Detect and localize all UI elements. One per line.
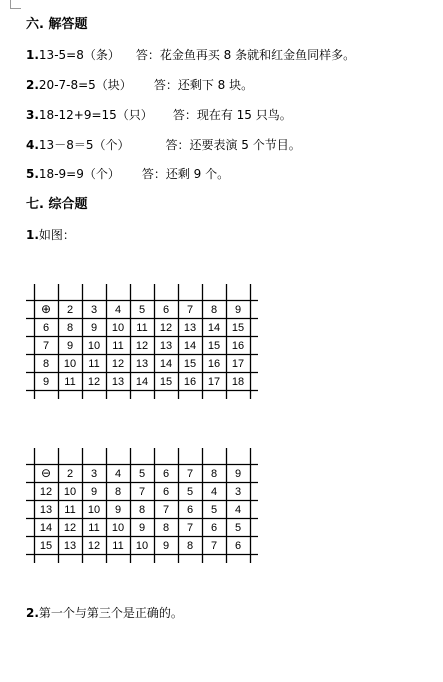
table-cell: 15 xyxy=(183,358,197,370)
item-answer: 答：还剩 9 个。 xyxy=(141,167,230,181)
table-cell: 12 xyxy=(135,340,149,352)
table-cell: 7 xyxy=(138,486,146,498)
table-cell: 11 xyxy=(64,376,76,388)
table-cell: 5 xyxy=(210,504,218,516)
header-cell: 3 xyxy=(90,468,98,480)
table-cell: 11 xyxy=(112,540,124,552)
table-cell: 12 xyxy=(87,540,101,552)
table-cell: 8 xyxy=(66,322,74,334)
section7-heading: 七. 综合题 xyxy=(26,197,88,212)
answer-line-4 xyxy=(26,137,301,153)
table-cell: 9 xyxy=(90,486,98,498)
answer-line-1 xyxy=(26,47,355,63)
header-cell: 7 xyxy=(186,468,194,480)
table-cell: 12 xyxy=(39,486,53,498)
item-number: 3. xyxy=(26,108,39,122)
table-cell: 15 xyxy=(231,322,245,334)
item-number: 5. xyxy=(26,167,39,181)
table-cell: 14 xyxy=(159,358,173,370)
table-cell: 10 xyxy=(111,322,125,334)
table-cell: 10 xyxy=(63,486,77,498)
table-cell: 12 xyxy=(159,322,173,334)
header-cell: 8 xyxy=(210,304,218,316)
table-cell: 6 xyxy=(42,322,50,334)
answer-line-2 xyxy=(26,77,253,93)
header-cell: 5 xyxy=(138,304,146,316)
item-expression: 18-9=9（个） xyxy=(38,167,120,181)
table-cell: 6 xyxy=(162,486,170,498)
table-cell: 7 xyxy=(162,504,170,516)
subtraction-table-grid xyxy=(26,446,266,566)
table-cell: 10 xyxy=(87,504,101,516)
item-answer: 答：花金鱼再买 8 条就和红金鱼同样多。 xyxy=(135,48,356,62)
table-cell: 8 xyxy=(114,486,122,498)
table-cell: 6 xyxy=(234,540,242,552)
table-cell: 14 xyxy=(207,322,221,334)
addition-table xyxy=(26,282,266,402)
item-number: 1. xyxy=(26,48,39,62)
table-cell: 12 xyxy=(63,522,77,534)
table-cell: 7 xyxy=(42,340,50,352)
table-cell: 11 xyxy=(88,358,100,370)
table-cell: 15 xyxy=(39,540,53,552)
header-cell: 8 xyxy=(210,468,218,480)
table-cell: 11 xyxy=(136,322,148,334)
table-cell: 9 xyxy=(114,504,122,516)
table-cell: 15 xyxy=(159,376,173,388)
table-cell: 10 xyxy=(63,358,77,370)
header-cell: 4 xyxy=(114,468,122,480)
question-1 xyxy=(26,227,75,243)
table-cell: 5 xyxy=(234,522,242,534)
item-expression: 20-7-8=5（块） xyxy=(38,78,132,92)
table-cell: 13 xyxy=(63,540,77,552)
table-cell: 16 xyxy=(183,376,197,388)
table-cell: 13 xyxy=(159,340,173,352)
item-number: 1. xyxy=(26,228,39,242)
table-cell: 13 xyxy=(39,504,53,516)
item-answer: 答：还要表演 5 个节目。 xyxy=(165,138,301,152)
question-text: 如图： xyxy=(38,228,75,242)
table-cell: 6 xyxy=(210,522,218,534)
table-cell: 17 xyxy=(231,358,245,370)
table-cell: 10 xyxy=(135,540,149,552)
table-cell: 15 xyxy=(207,340,221,352)
item-number: 2. xyxy=(26,78,39,92)
header-cell: 3 xyxy=(90,304,98,316)
table-cell: 14 xyxy=(39,522,53,534)
table-cell: 16 xyxy=(231,340,245,352)
table-cell: 17 xyxy=(207,376,221,388)
table-cell: 13 xyxy=(135,358,149,370)
header-cell: 2 xyxy=(66,468,74,480)
table-cell: 16 xyxy=(207,358,221,370)
section6-heading: 六. 解答题 xyxy=(26,17,88,32)
table-cell: 9 xyxy=(66,340,74,352)
table-cell: 9 xyxy=(162,540,170,552)
table-cell: 18 xyxy=(231,376,245,388)
table-cell: 11 xyxy=(88,522,100,534)
operator-symbol: ⊕ xyxy=(40,302,52,316)
item-expression: 13－8＝5（个） xyxy=(38,138,130,152)
answer-line-5 xyxy=(26,166,229,182)
table-cell: 6 xyxy=(186,504,194,516)
table-cell: 8 xyxy=(138,504,146,516)
header-cell: 5 xyxy=(138,468,146,480)
table-cell: 4 xyxy=(210,486,218,498)
header-cell: 6 xyxy=(162,304,170,316)
item-number: 2. xyxy=(26,606,39,620)
table-cell: 8 xyxy=(162,522,170,534)
table-cell: 9 xyxy=(138,522,146,534)
item-expression: 18-12+9=15（只） xyxy=(38,108,153,122)
table-cell: 12 xyxy=(111,358,125,370)
header-cell: 2 xyxy=(66,304,74,316)
question-text: 第一个与第三个是正确的。 xyxy=(38,606,183,620)
table-cell: 10 xyxy=(111,522,125,534)
operator-symbol: ⊖ xyxy=(40,466,52,480)
table-cell: 3 xyxy=(234,486,242,498)
item-answer: 答：现在有 15 只鸟。 xyxy=(172,108,292,122)
header-cell: 9 xyxy=(234,468,242,480)
table-cell: 5 xyxy=(186,486,194,498)
table-cell: 14 xyxy=(135,376,149,388)
page-corner-mark xyxy=(10,0,21,9)
header-cell: 9 xyxy=(234,304,242,316)
table-cell: 14 xyxy=(183,340,197,352)
table-cell: 7 xyxy=(186,522,194,534)
table-cell: 11 xyxy=(112,340,124,352)
question-2 xyxy=(26,605,183,621)
table-cell: 8 xyxy=(186,540,194,552)
item-answer: 答：还剩下 8 块。 xyxy=(153,78,254,92)
table-cell: 9 xyxy=(42,376,50,388)
table-cell: 11 xyxy=(64,504,76,516)
item-expression: 13-5=8（条） xyxy=(38,48,120,62)
header-cell: 4 xyxy=(114,304,122,316)
answer-line-3 xyxy=(26,107,292,123)
header-cell: 6 xyxy=(162,468,170,480)
table-cell: 13 xyxy=(111,376,125,388)
subtraction-table xyxy=(26,446,266,566)
header-cell: 7 xyxy=(186,304,194,316)
table-cell: 4 xyxy=(234,504,242,516)
table-cell: 7 xyxy=(210,540,218,552)
table-cell: 9 xyxy=(90,322,98,334)
table-cell: 8 xyxy=(42,358,50,370)
table-cell: 10 xyxy=(87,340,101,352)
table-cell: 13 xyxy=(183,322,197,334)
table-cell: 12 xyxy=(87,376,101,388)
addition-table-grid xyxy=(26,282,266,402)
item-number: 4. xyxy=(26,138,39,152)
